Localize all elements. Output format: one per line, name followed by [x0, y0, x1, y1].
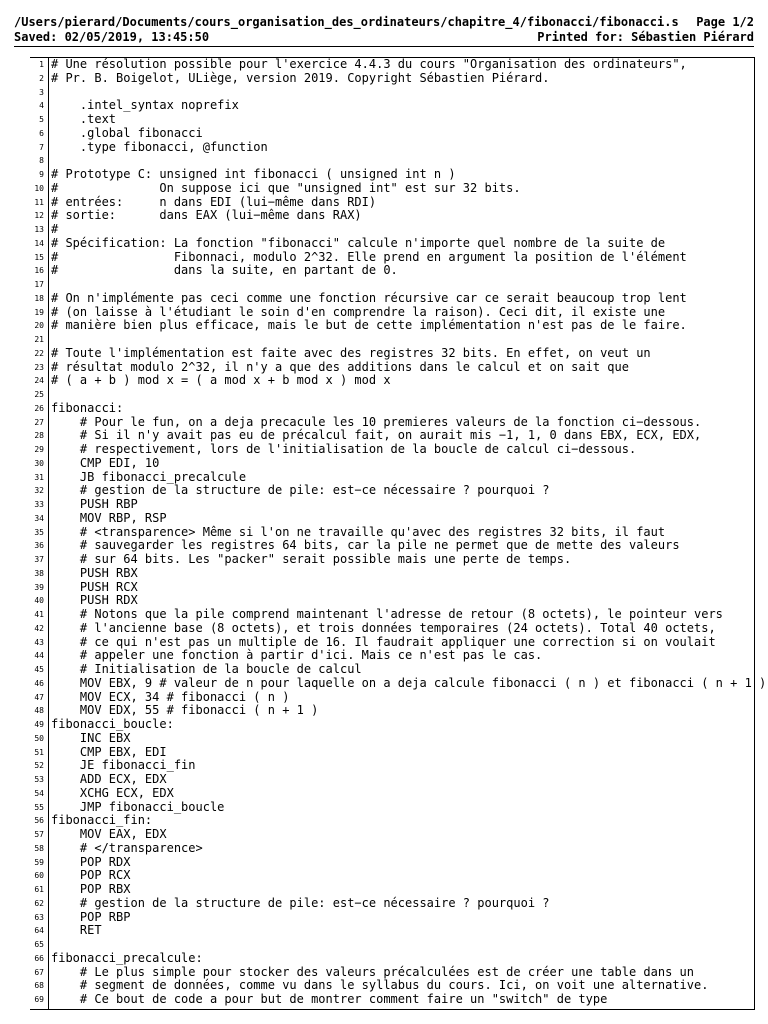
line-text: fibonacci_precalcule: [51, 950, 203, 965]
page-number: Page 1/2 [696, 15, 754, 29]
code-line [30, 347, 754, 361]
line-number: 38 [34, 568, 44, 578]
line-number: 14 [34, 238, 44, 248]
line-text: .global fibonacci [51, 125, 203, 140]
code-line [30, 498, 754, 512]
line-number: 2 [39, 73, 44, 83]
line-number: 15 [34, 252, 44, 262]
code-line [30, 649, 754, 663]
line-number: 59 [34, 857, 44, 867]
line-number: 35 [34, 527, 44, 537]
line-number: 41 [34, 610, 44, 619]
code-line [30, 608, 754, 622]
line-number: 10 [34, 183, 44, 193]
header-row-bottom [14, 30, 754, 45]
line-text: CMP EDI, 10 [51, 455, 160, 470]
code-line [30, 113, 754, 127]
line-number: 69 [34, 995, 44, 1004]
code-line [30, 828, 754, 842]
code-line [30, 416, 754, 430]
code-lines [30, 57, 767, 1007]
line-number: 32 [34, 486, 44, 496]
line-number: 3 [39, 87, 44, 97]
line-number: 43 [34, 637, 44, 647]
line-text: # Pour le fun, on a deja precacule les 10 premieres valeurs de la fonction ci−dessous. [51, 414, 702, 429]
line-number: 40 [34, 596, 44, 606]
code-line [30, 127, 754, 141]
code-line [30, 319, 754, 333]
printed-for: Printed for: Sébastien Piérard [537, 30, 754, 44]
line-text: POP RDX [51, 854, 131, 869]
line-number: 33 [34, 500, 44, 509]
code-line [30, 787, 754, 801]
code-line [30, 264, 754, 278]
line-text: # gestion de la structure de pile: est−ce nécessaire ? pourquoi ? [51, 895, 550, 910]
line-text: # Si il n'y avait pas eu de précalcul fait, on aurait mis −1, 1, 0 dans EBX, ECX, EDX, [51, 428, 702, 443]
line-text: # gestion de la structure de pile: est−ce nécessaire ? pourquoi ? [51, 483, 550, 498]
line-number: 1 [39, 60, 44, 69]
code-line [30, 883, 754, 897]
code-line [30, 869, 754, 883]
code-line [30, 924, 754, 938]
line-number: 56 [34, 816, 44, 826]
line-number: 11 [34, 197, 44, 207]
line-text: # [51, 222, 59, 236]
code-line [30, 842, 754, 856]
line-number: 49 [34, 720, 44, 729]
line-text: POP RCX [51, 868, 131, 883]
code-line [30, 746, 754, 760]
line-text: POP RBP [51, 909, 131, 924]
code-line [30, 966, 754, 980]
line-text: # Spécification: La fonction "fibonacci" calcule n'importe quel nombre de la suite de [51, 235, 666, 250]
code-line [30, 209, 754, 223]
saved-timestamp: Saved: 02/05/2019, 13:45:50 [14, 30, 210, 44]
line-number: 47 [34, 692, 44, 702]
code-line [30, 251, 754, 265]
line-text: # entrées: n dans EDI (lui−même dans RDI) [51, 194, 377, 209]
code-line [30, 402, 754, 416]
line-number: 29 [34, 445, 44, 454]
line-text: # On suppose ici que "unsigned int" est sur 32 bits. [51, 180, 521, 195]
line-text: MOV RBP, RSP [51, 510, 167, 525]
line-text: JB fibonacci_precalcule [51, 469, 247, 484]
line-text: MOV ECX, 34 # fibonacci ( n ) [51, 689, 290, 704]
line-number: 57 [34, 830, 44, 839]
code-line [30, 429, 754, 443]
line-number: 17 [34, 280, 44, 289]
line-number: 60 [34, 871, 44, 881]
line-text: PUSH RDX [51, 593, 138, 608]
line-text: POP RBX [51, 882, 131, 896]
code-line [30, 278, 754, 292]
line-text: # respectivement, lors de l'initialisation de la boucle de calcul ci−dessous. [51, 442, 637, 456]
line-number: 7 [39, 142, 44, 152]
code-line [30, 388, 754, 402]
code-line [30, 223, 754, 237]
line-number: 24 [34, 376, 44, 386]
header-divider [14, 46, 754, 47]
line-text: PUSH RBP [51, 497, 138, 511]
line-text: # <transparence> Même si l'on ne travaille qu'avec des registres 32 bits, il faut [51, 524, 666, 539]
code-line [30, 99, 754, 113]
code-line [30, 675, 767, 691]
line-text: .type fibonacci, @function [51, 139, 268, 154]
line-text: # sortie: dans EAX (lui−même dans RAX) [51, 208, 362, 223]
code-line [30, 814, 754, 828]
line-text: # Fibonnaci, modulo 2^32. Elle prend en argument la position de l'élément [51, 249, 687, 264]
line-text: # On n'implémente pas ceci comme une fonction récursive car ce serait beaucoup trop lent [51, 290, 687, 305]
line-text: # Toute l'implémentation est faite avec des registres 32 bits. En effet, on veut un [51, 345, 651, 360]
line-text: # résultat modulo 2^32, il n'y a que des additions dans le calcul et on sait que [51, 359, 629, 374]
line-text: # ( a + b ) mod x = ( a mod x + b mod x ) mod x [51, 373, 391, 388]
line-number: 58 [34, 843, 44, 853]
code-line [30, 897, 754, 911]
line-number: 42 [34, 623, 44, 633]
line-text: # Notons que la pile comprend maintenant l'adresse de retour (8 octets), le pointeur vers [51, 607, 723, 621]
line-number: 28 [34, 431, 44, 441]
code-listing [30, 57, 767, 1010]
code-line [30, 856, 754, 870]
line-text: ADD ECX, EDX [51, 772, 167, 786]
code-line [30, 306, 754, 320]
code-line [30, 594, 754, 608]
code-line [30, 567, 754, 581]
line-number: 20 [34, 321, 44, 331]
code-line [30, 196, 754, 210]
line-number: 36 [34, 541, 44, 551]
line-text: # Initialisation de la boucle de calcul [51, 662, 362, 676]
code-line [30, 141, 754, 155]
code-line [30, 979, 754, 993]
line-text: fibonacci: [51, 400, 124, 415]
code-line [30, 168, 754, 182]
line-number: 62 [34, 898, 44, 908]
line-text: INC EBX [51, 730, 131, 745]
line-number: 6 [39, 128, 44, 138]
code-line [30, 457, 754, 471]
line-text: # segment de données, comme vu dans le syllabus du cours. Ici, on voit une alternative. [51, 978, 709, 993]
line-number: 64 [34, 926, 44, 936]
line-number: 22 [34, 348, 44, 358]
line-text: MOV EBX, 9 # valeur de n pour laquelle on a deja calcule fibonacci ( n ) et fibonacci ( n + 1 ) [51, 675, 767, 690]
line-number: 31 [34, 472, 44, 482]
line-number: 16 [34, 266, 44, 276]
line-text: # sauvegarder les registres 64 bits, car la pile ne permet que de mette des valeurs [51, 538, 680, 553]
line-text: PUSH RBX [51, 565, 138, 580]
code-line [30, 512, 754, 526]
line-number: 13 [34, 225, 44, 234]
line-text: fibonacci_fin: [51, 813, 153, 828]
line-text: # ce qui n'est pas un multiple de 16. Il faudrait appliquer une correction si on voulait [51, 634, 716, 649]
line-number: 9 [39, 170, 44, 179]
line-text: MOV EDX, 55 # fibonacci ( n + 1 ) [51, 703, 319, 718]
line-number: 8 [39, 156, 44, 166]
code-line [30, 952, 754, 966]
code-line [30, 581, 754, 595]
code-line [30, 911, 754, 925]
line-text: .intel_syntax noprefix [51, 98, 239, 113]
line-number: 46 [34, 678, 44, 688]
code-line [30, 993, 754, 1007]
code-line [30, 622, 754, 636]
line-text: # sur 64 bits. Les "packer" serait possible mais une perte de temps. [51, 552, 572, 566]
line-number: 52 [34, 761, 44, 771]
line-number: 19 [34, 307, 44, 317]
line-number: 4 [39, 101, 44, 111]
print-header [14, 15, 754, 45]
code-line [30, 801, 754, 815]
file-path: /Users/pierard/Documents/cours_organisation_des_ordinateurs/chapitre_4/fibonacci/fibonacci.s [14, 15, 679, 29]
line-text: JE fibonacci_fin [51, 758, 196, 773]
code-line [30, 292, 754, 306]
code-line [30, 72, 754, 86]
line-text: # manière bien plus efficace, mais le but de cette implémentation n'est pas de le faire. [51, 318, 687, 333]
line-text: # </transparence> [51, 840, 203, 855]
code-line [30, 471, 754, 485]
line-text: # (on laisse à l'étudiant le soin d'en comprendre la raison). Ceci dit, il existe une [51, 304, 666, 319]
line-number: 68 [34, 981, 44, 991]
line-text: XCHG ECX, EDX [51, 785, 174, 800]
line-text: CMP EBX, EDI [51, 744, 167, 759]
code-line [30, 182, 754, 196]
code-line [30, 526, 754, 540]
line-text: # l'ancienne base (8 octets), et trois données temporaires (24 octets). Total 40 octets, [51, 620, 716, 635]
code-line [30, 718, 754, 732]
line-number: 45 [34, 665, 44, 674]
line-text: # appeler une fonction à partir d'ici. Mais ce n'est pas le cas. [51, 648, 543, 663]
line-text: RET [51, 923, 102, 938]
line-number: 30 [34, 458, 44, 468]
code-line [30, 361, 754, 375]
code-line [30, 732, 754, 746]
code-line [30, 938, 754, 952]
line-number: 27 [34, 417, 44, 427]
code-line [30, 237, 754, 251]
code-line [30, 86, 754, 100]
code-line [30, 704, 754, 718]
line-text: .text [51, 112, 117, 126]
line-number: 50 [34, 733, 44, 743]
line-number: 26 [34, 403, 44, 413]
line-number: 55 [34, 802, 44, 812]
line-number: 34 [34, 513, 44, 523]
line-number: 18 [34, 293, 44, 303]
code-line [30, 759, 754, 773]
line-text: # dans la suite, en partant de 0. [51, 263, 398, 278]
line-number: 37 [34, 555, 44, 564]
code-line [30, 773, 754, 787]
code-line [30, 443, 754, 457]
line-number: 63 [34, 912, 44, 922]
code-line [30, 636, 754, 650]
code-line [30, 663, 754, 677]
line-number: 67 [34, 967, 44, 977]
line-text: # Pr. B. Boigelot, ULiège, version 2019. Copyright Sébastien Piérard. [51, 70, 550, 85]
line-text: # Prototype C: unsigned int fibonacci ( unsigned int n ) [51, 167, 456, 181]
line-number: 65 [34, 940, 44, 949]
line-number: 23 [34, 362, 44, 372]
code-line [30, 539, 754, 553]
line-number: 39 [34, 582, 44, 592]
line-text: fibonacci_boucle: [51, 717, 174, 731]
line-text: # Une résolution possible pour l'exercice 4.4.3 du cours "Organisation des ordinateurs", [51, 57, 687, 71]
code-line [30, 58, 754, 72]
line-number: 61 [34, 885, 44, 894]
code-line [30, 154, 754, 168]
line-number: 51 [34, 747, 44, 757]
code-line [30, 691, 754, 705]
line-number: 5 [39, 115, 44, 124]
line-number: 53 [34, 775, 44, 784]
code-line [30, 553, 754, 567]
line-number: 48 [34, 706, 44, 716]
line-number: 44 [34, 651, 44, 661]
line-number: 21 [34, 335, 44, 344]
line-text: # Ce bout de code a pour but de montrer comment faire un "switch" de type [51, 992, 608, 1006]
line-text: PUSH RCX [51, 579, 138, 594]
line-number: 54 [34, 788, 44, 798]
line-text: # Le plus simple pour stocker des valeurs précalculées est de créer une table dans un [51, 964, 694, 979]
code-line [30, 333, 754, 347]
line-number: 12 [34, 211, 44, 221]
line-number: 25 [34, 390, 44, 399]
code-line [30, 484, 754, 498]
line-text: MOV EAX, EDX [51, 827, 167, 841]
header-row-top [14, 15, 754, 30]
line-number: 66 [34, 953, 44, 963]
line-text: JMP fibonacci_boucle [51, 799, 225, 814]
code-line [30, 374, 754, 388]
